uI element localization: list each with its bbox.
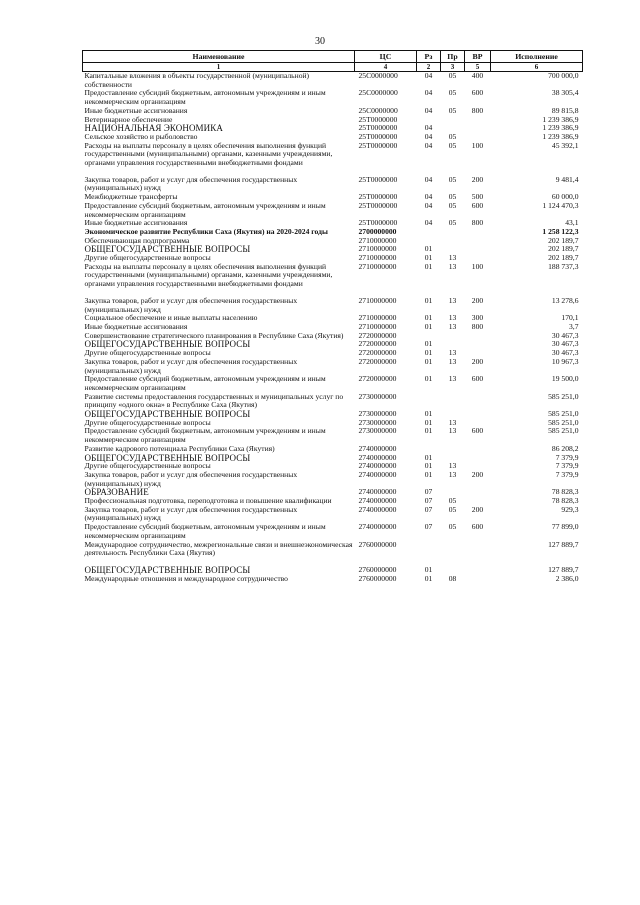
name-cell: НАЦИОНАЛЬНАЯ ЭКОНОМИКА [84,123,223,134]
table-row [83,263,583,289]
pr-cell [441,541,465,558]
pr-cell: 13 [448,348,457,358]
vr-cell [465,237,491,246]
vr-cell: 800 [471,218,484,228]
cs-cell: 25Т0000000 [358,140,398,150]
sum-cell: 202 189,7 [548,244,579,254]
table-row [83,575,583,584]
cs-cell: 2710000000 [358,261,397,271]
cs-cell: 25С0000000 [358,88,398,98]
vr-cell: 600 [471,374,484,384]
vr-cell: 600 [471,200,484,210]
sum-cell: 2 386,0 [555,573,579,583]
sum-cell: 170,1 [561,313,579,323]
cs-cell: 25С0000000 [358,105,398,115]
rz-cell: 01 [424,339,433,349]
name-cell: Другие общегосударственные вопросы [84,417,211,427]
rz-cell: 04 [424,71,433,80]
sum-cell: 202 189,7 [548,235,579,245]
rz-cell: 04 [424,174,433,184]
pr-cell: 13 [448,356,457,366]
cs-cell: 2720000000 [358,330,397,340]
vr-cell: 600 [471,522,484,532]
name-cell: Закупка товаров, работ и услуг для обеспечения государственных (муниципальных) нужд [84,174,298,193]
header-name: Наименование [83,51,355,63]
vr-cell [465,575,491,584]
pr-cell: 13 [448,426,457,436]
column-number: 5 [465,63,491,72]
sum-cell: 1 239 386,9 [542,131,579,141]
cs-cell: 2740000000 [358,452,397,462]
name-cell: Профессиональная подготовка, переподготовка и повышение квалификации [84,496,332,506]
cs-cell: 2710000000 [358,253,397,263]
cs-cell: 2720000000 [358,339,397,349]
rz-cell: 01 [424,426,433,436]
table-row [83,142,583,168]
vr-cell: 800 [471,321,484,331]
vr-cell: 200 [471,295,484,305]
pr-cell: 05 [448,218,457,228]
cs-cell: 2730000000 [358,426,397,436]
budget-table [82,50,583,583]
table-row [83,176,583,193]
cs-cell: 2710000000 [358,235,397,245]
sum-cell: 3,7 [569,321,579,331]
header-pr: Пр [441,51,465,63]
rz-cell: 07 [424,496,433,506]
name-cell: Капитальные вложения в объекты государственной (муниципальной) собственности [84,71,310,89]
rz-cell: 01 [424,469,433,479]
table-row [83,202,583,219]
rz-cell: 01 [424,374,433,384]
name-cell: Международное сотрудничество, межрегиональные связи и внешнеэкономическая деятельность Республики Саха (Якутия) [84,539,353,558]
rz-cell: 01 [424,417,433,427]
cs-cell: 2730000000 [358,409,397,419]
name-cell: ОБЩЕГОСУДАРСТВЕННЫЕ ВОПРОСЫ [84,244,251,255]
pr-cell [441,116,465,125]
sum-cell: 585 251,0 [548,417,579,427]
vr-cell: 200 [471,504,484,514]
column-number: 6 [491,63,583,72]
rz-cell: 04 [424,200,433,210]
pr-cell [441,393,465,410]
pr-cell: 05 [448,131,457,141]
name-cell: ОБЩЕГОСУДАРСТВЕННЫЕ ВОПРОСЫ [84,564,251,575]
rz-cell: 04 [424,218,433,228]
vr-cell: 200 [471,469,484,479]
cs-cell: 2710000000 [358,321,397,331]
sum-cell: 13 278,6 [551,295,579,305]
pr-cell: 13 [448,461,457,471]
cs-cell: 2740000000 [358,469,397,479]
pr-cell: 13 [448,469,457,479]
name-cell: Международные отношения и международное сотрудничество [84,573,288,583]
pr-cell: 05 [448,174,457,184]
rz-cell: 01 [424,313,433,323]
table-header [83,51,583,72]
table-body [83,72,583,584]
vr-cell [465,228,491,237]
name-cell: ОБЩЕГОСУДАРСТВЕННЫЕ ВОПРОСЫ [84,339,251,350]
cs-cell: 2720000000 [358,374,397,384]
cs-cell: 2760000000 [358,539,397,549]
name-cell: Расходы на выплаты персоналу в целях обеспечения выполнения функций государственными (муниципальными) органами, казенными учреждениями, органами управления государственными внебюджетными фондами [84,140,333,168]
rz-cell: 01 [424,348,433,358]
name-cell: Предоставление субсидий бюджетным, автономным учреждениям и иным некоммерческим организациям [84,88,326,107]
cs-cell: 2720000000 [358,356,397,366]
table-row [83,358,583,375]
name-cell: Межбюджетные трансферты [84,192,178,202]
vr-cell [465,245,491,254]
vr-cell: 100 [471,261,484,271]
pr-cell: 13 [448,295,457,305]
rz-cell: 01 [424,564,433,574]
name-cell: Сельское хозяйство и рыболовство [84,131,198,141]
cs-cell: 2740000000 [358,443,397,453]
rz-cell: 01 [424,452,433,462]
pr-cell [441,332,465,341]
rz-cell: 01 [424,244,433,254]
rz-cell: 07 [424,504,433,514]
sum-cell: 38 305,4 [551,88,579,98]
rz-cell: 04 [424,192,433,202]
pr-cell: 05 [448,522,457,532]
sum-cell: 585 251,0 [548,409,579,419]
vr-cell: 500 [471,192,484,202]
cs-cell: 25Т0000000 [358,218,398,228]
sum-cell: 188 737,3 [548,261,579,271]
rz-cell: 04 [424,88,433,98]
name-cell: Другие общегосударственные вопросы [84,348,211,358]
sum-cell: 1 258 122,3 [542,226,579,236]
pr-cell: 05 [448,140,457,150]
sum-cell: 7 379,9 [555,461,579,471]
cs-cell: 25Т0000000 [358,200,398,210]
pr-cell: 08 [448,573,457,583]
pr-cell: 05 [448,192,457,202]
vr-cell [465,410,491,419]
cs-cell: 2730000000 [358,391,397,401]
pr-cell: 13 [448,417,457,427]
name-cell: Другие общегосударственные вопросы [84,253,211,263]
sum-cell: 9 481,4 [555,174,579,184]
pr-cell: 13 [448,253,457,263]
pr-cell: 13 [448,374,457,384]
pr-cell: 13 [448,261,457,271]
name-cell: Иные бюджетные ассигнования [84,105,188,115]
cs-cell: 2710000000 [358,244,397,254]
name-cell: Экономическое развитие Республики Саха (Якутия) на 2020-2024 годы [84,226,328,236]
sum-cell: 929,3 [561,504,579,514]
vr-cell [465,332,491,341]
cs-cell: 25Т0000000 [358,123,398,133]
table-row [83,297,583,314]
column-number: 4 [355,63,417,72]
cs-cell: 25Т0000000 [358,114,398,124]
rz-cell: 01 [424,356,433,366]
name-cell: Иные бюджетные ассигнования [84,218,188,228]
header-vr: ВР [465,51,491,63]
sum-cell: 7 379,9 [555,469,579,479]
header-sum: Исполнение [491,51,583,63]
name-cell: Обеспечивающая подпрограмма [84,235,190,245]
name-cell: Другие общегосударственные вопросы [84,461,211,471]
vr-cell: 200 [471,174,484,184]
cs-cell: 2740000000 [358,461,397,471]
sum-cell: 19 500,0 [551,374,579,384]
name-cell: Развитие системы предоставления государственных и муниципальных услуг по принципу «одного окна» в Республике Саха (Якутия) [84,391,344,410]
cs-cell: 2710000000 [358,313,397,323]
table-row [83,471,583,488]
sum-cell: 10 967,3 [551,356,579,366]
sum-cell: 30 467,3 [551,330,579,340]
vr-cell: 600 [471,426,484,436]
cs-cell: 25С0000000 [358,71,398,80]
sum-cell: 700 000,0 [548,71,579,80]
vr-cell [465,124,491,133]
cs-cell: 2740000000 [358,496,397,506]
sum-cell: 7 379,9 [555,452,579,462]
sum-cell: 585 251,0 [548,426,579,436]
name-cell: Иные бюджетные ассигнования [84,321,188,331]
column-number: 1 [83,63,355,72]
vr-cell: 800 [471,105,484,115]
name-cell: Предоставление субсидий бюджетным, автономным учреждениям и иным некоммерческим организациям [84,374,326,392]
sum-cell: 78 828,3 [551,487,579,497]
name-cell: Закупка товаров, работ и услуг для обеспечения государственных (муниципальных) нужд [84,469,298,488]
name-cell: ОБЩЕГОСУДАРСТВЕННЫЕ ВОПРОСЫ [84,409,251,420]
cs-cell: 2740000000 [358,504,397,514]
sum-cell: 1 239 386,9 [542,123,579,133]
sum-cell: 585 251,0 [548,391,579,401]
vr-cell [465,488,491,497]
table-row [83,393,583,410]
rz-cell [417,393,441,410]
cs-cell: 2760000000 [358,564,397,574]
pr-cell [441,237,465,246]
name-cell: Развитие кадрового потенциала Республики Саха (Якутия) [84,443,275,453]
name-cell: Закупка товаров, работ и услуг для обеспечения государственных (муниципальных) нужд [84,295,298,314]
table-row [83,427,583,444]
pr-cell: 05 [448,88,457,98]
table-row [83,375,583,392]
sum-cell: 30 467,3 [551,339,579,349]
rz-cell: 01 [424,261,433,271]
sum-cell: 89 815,8 [551,105,579,115]
cs-cell: 2730000000 [358,417,397,427]
vr-cell [465,454,491,463]
name-cell: Предоставление субсидий бюджетным, автономным учреждениям и иным некоммерческим организациям [84,426,326,445]
pr-cell: 05 [448,504,457,514]
cs-cell: 2710000000 [358,295,397,305]
table-row [83,89,583,106]
rz-cell: 04 [424,140,433,150]
header-cs: ЦС [355,51,417,63]
sum-cell: 1 124 470,3 [542,200,579,210]
vr-cell: 200 [471,356,484,366]
sum-cell: 127 889,7 [548,564,579,574]
cs-cell: 25Т0000000 [358,192,398,202]
rz-cell: 04 [424,123,433,133]
column-number: 2 [417,63,441,72]
pr-cell: 05 [448,71,457,80]
header-row [83,51,583,63]
pr-cell: 05 [448,105,457,115]
sum-cell: 127 889,7 [548,539,579,549]
sum-cell: 77 899,0 [551,522,579,532]
pr-cell [441,445,465,454]
rz-cell: 01 [424,409,433,419]
name-cell: Закупка товаров, работ и услуг для обеспечения государственных (муниципальных) нужд [84,356,298,375]
cs-cell: 25Т0000000 [358,131,398,141]
name-cell: Предоставление субсидий бюджетным, автономным учреждениям и иным некоммерческим организациям [84,522,326,540]
cs-cell: 25Т0000000 [358,174,398,184]
header-rz: Рз [417,51,441,63]
rz-cell: 07 [424,487,433,497]
vr-cell [465,340,491,349]
sum-cell: 78 828,3 [551,496,579,506]
rz-cell [417,541,441,558]
cs-cell: 2740000000 [358,487,397,497]
table-row [83,506,583,523]
sum-cell: 30 467,3 [551,348,579,358]
vr-cell: 400 [471,71,484,80]
sum-cell: 86 208,2 [551,443,579,453]
vr-cell [465,393,491,410]
sum-cell: 60 000,0 [551,192,579,202]
vr-cell [465,445,491,454]
rz-cell: 01 [424,295,433,305]
rz-cell: 04 [424,131,433,141]
name-cell: Расходы на выплаты персоналу в целях обеспечения выполнения функций государственными (муниципальными) органами, казенными учреждениями, органами управления государственными внебюджетными фондами [84,261,333,289]
pr-cell: 05 [448,496,457,506]
sum-cell: 43,1 [565,218,579,228]
page-number: 30 [315,36,325,47]
table-row [83,523,583,540]
name-cell: Закупка товаров, работ и услуг для обеспечения государственных (муниципальных) нужд [84,504,298,523]
pr-cell [441,228,465,237]
name-cell: ОБЩЕГОСУДАРСТВЕННЫЕ ВОПРОСЫ [84,452,251,463]
budget-table-container [82,50,582,583]
vr-cell: 100 [471,140,484,150]
name-cell: Предоставление субсидий бюджетным, автономным учреждениям и иным некоммерческим организациям [84,200,326,219]
name-cell: ОБРАЗОВАНИЕ [84,487,149,498]
pr-cell: 13 [448,321,457,331]
vr-cell [465,116,491,125]
vr-cell [465,541,491,558]
vr-cell: 600 [471,88,484,98]
pr-cell: 05 [448,200,457,210]
cs-cell: 2760000000 [358,573,397,583]
rz-cell: 04 [424,105,433,115]
pr-cell: 13 [448,313,457,323]
name-cell: Социальное обеспечение и иные выплаты населению [84,313,258,323]
sum-cell: 45 392,1 [551,140,579,150]
rz-cell: 01 [424,253,433,263]
sum-cell: 202 189,7 [548,253,579,263]
rz-cell [417,228,441,237]
sum-cell: 1 239 386,9 [542,114,579,124]
table-row [83,72,583,90]
rz-cell: 07 [424,522,433,532]
cs-cell: 2740000000 [358,522,397,532]
rz-cell: 01 [424,321,433,331]
vr-cell: 300 [471,313,484,323]
name-cell: Ветеринарное обеспечение [84,114,173,124]
cs-cell: 2700000000 [358,226,397,236]
vr-cell [465,566,491,575]
rz-cell: 01 [424,461,433,471]
name-cell: Совершенствование стратегического планирования в Республике Саха (Якутия) [84,330,344,340]
rz-cell: 01 [424,573,433,583]
cs-cell: 2720000000 [358,348,397,358]
column-number: 3 [441,63,465,72]
table-row [83,541,583,558]
